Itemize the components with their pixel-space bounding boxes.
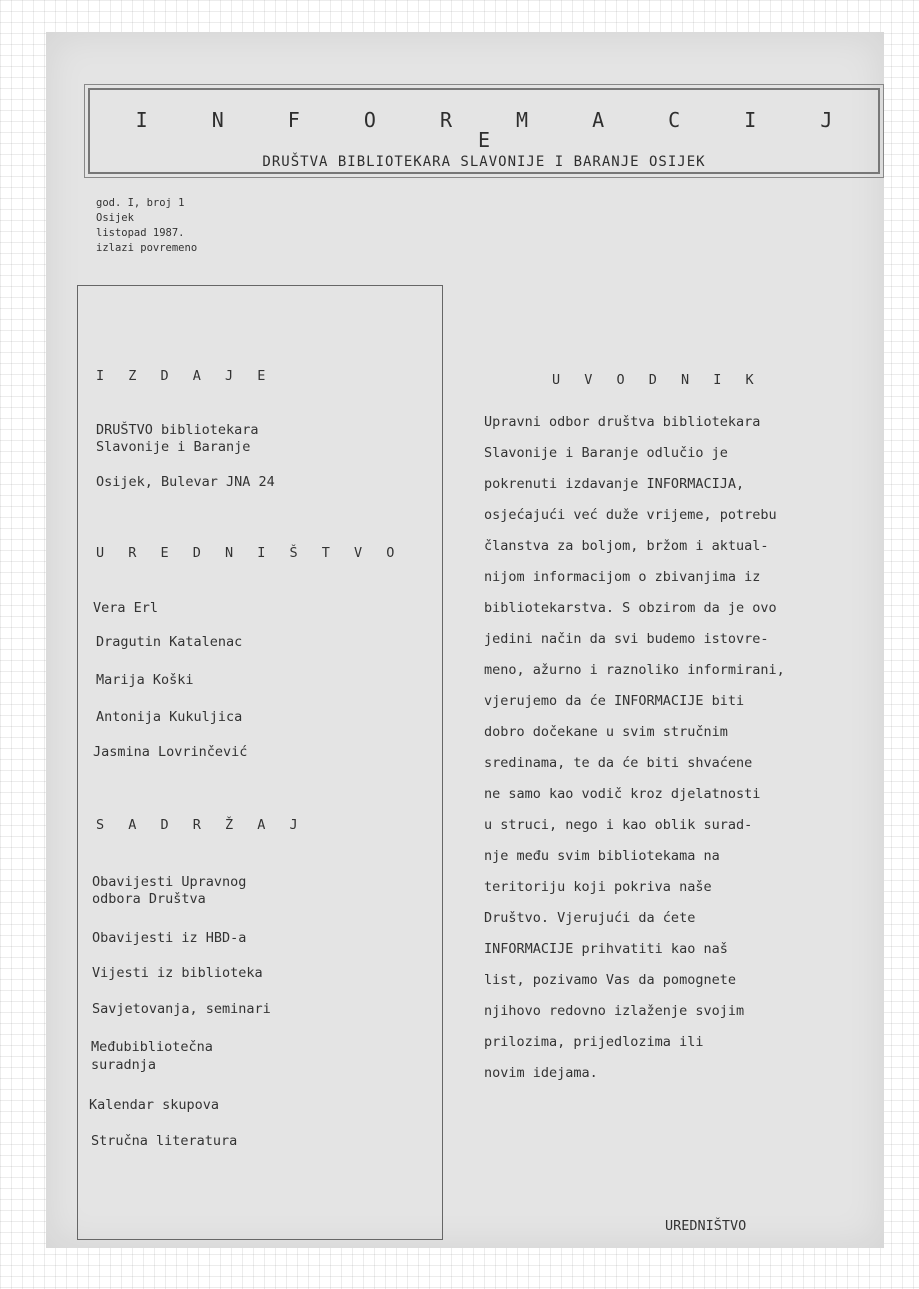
editorial-line: teritoriju koji pokriva naše bbox=[484, 879, 712, 895]
issue-date: listopad 1987. bbox=[96, 227, 185, 239]
contents-item: Kalendar skupova bbox=[89, 1097, 220, 1113]
editorial-line: njihovo redovno izlaženje svojim bbox=[484, 1003, 745, 1019]
editor-name: Dragutin Katalenac bbox=[96, 634, 243, 650]
editorial-line: Društvo. Vjerujući da ćete bbox=[484, 910, 696, 926]
contents-item: Obavijesti Upravnog bbox=[92, 874, 247, 890]
masthead-subtitle: DRUŠTVA BIBLIOTEKARA SLAVONIJE I BARANJE OSIJEK bbox=[262, 154, 706, 170]
editor-name: Marija Koški bbox=[96, 672, 194, 688]
issue-frequency: izlazi povremeno bbox=[96, 242, 198, 254]
editorial-line: nje među svim bibliotekama na bbox=[484, 848, 720, 864]
contents-item: Vijesti iz biblioteka bbox=[92, 965, 263, 981]
contents-item-continued: suradnja bbox=[91, 1057, 157, 1073]
issue-info bbox=[96, 196, 197, 256]
contents-item: Obavijesti iz HBD-a bbox=[92, 930, 247, 946]
editorial-signature: UREDNIŠTVO bbox=[665, 1218, 747, 1234]
uvodnik-heading: U V O D N I K bbox=[552, 372, 762, 388]
editorial-line: sredinama, te da će biti shvaćene bbox=[484, 755, 753, 771]
editorial-line: list, pozivamo Vas da pomognete bbox=[484, 972, 736, 988]
editorial-line: ne samo kao vodič kroz djelatnosti bbox=[484, 786, 761, 802]
issue-city: Osijek bbox=[96, 212, 134, 224]
editorial-line: novim idejama. bbox=[484, 1065, 598, 1081]
issue-number: god. I, broj 1 bbox=[96, 197, 185, 209]
editorial-line: pokrenuti izdavanje INFORMACIJA, bbox=[484, 476, 745, 492]
editorial-line: dobro dočekane u svim stručnim bbox=[484, 724, 728, 740]
izdaje-heading: I Z D A J E bbox=[96, 368, 274, 384]
publisher-address: Osijek, Bulevar JNA 24 bbox=[96, 474, 275, 490]
contents-item: Savjetovanja, seminari bbox=[92, 1001, 271, 1017]
contents-item: Stručna literatura bbox=[91, 1133, 238, 1149]
editorial-line: članstva za boljom, bržom i aktual- bbox=[484, 538, 769, 554]
masthead-title: I N F O R M A C I J E bbox=[135, 108, 859, 152]
editorial-line: bibliotekarstva. S obzirom da je ovo bbox=[484, 600, 777, 616]
editor-name: Jasmina Lovrinčević bbox=[93, 744, 248, 760]
contents-item-continued: odbora Društva bbox=[92, 891, 206, 907]
editorial-line: osjećajući već duže vrijeme, potrebu bbox=[484, 507, 777, 523]
publisher-line-1: DRUŠTVO bibliotekara bbox=[96, 422, 259, 438]
contents-item: Međubibliotečna bbox=[91, 1039, 213, 1055]
editorial-line: Slavonije i Baranje odlučio je bbox=[484, 445, 728, 461]
publisher-line-2: Slavonije i Baranje bbox=[96, 439, 251, 455]
editorial-line: nijom informacijom o zbivanjima iz bbox=[484, 569, 761, 585]
editorial-line: meno, ažurno i raznoliko informirani, bbox=[484, 662, 785, 678]
urednistvo-heading: U R E D N I Š T V O bbox=[96, 545, 403, 561]
masthead bbox=[88, 88, 880, 174]
editor-name: Vera Erl bbox=[93, 600, 159, 616]
editorial-line: jedini način da svi budemo istovre- bbox=[484, 631, 769, 647]
editorial-line: Upravni odbor društva bibliotekara bbox=[484, 414, 761, 430]
editor-name: Antonija Kukuljica bbox=[96, 709, 243, 725]
editorial-line: vjerujemo da će INFORMACIJE biti bbox=[484, 693, 745, 709]
editorial-line: prilozima, prijedlozima ili bbox=[484, 1034, 704, 1050]
editorial-text bbox=[484, 414, 879, 1096]
editorial-line: INFORMACIJE prihvatiti kao naš bbox=[484, 941, 728, 957]
editorial-line: u struci, nego i kao oblik surad- bbox=[484, 817, 753, 833]
sadrzaj-heading: S A D R Ž A J bbox=[96, 817, 306, 833]
